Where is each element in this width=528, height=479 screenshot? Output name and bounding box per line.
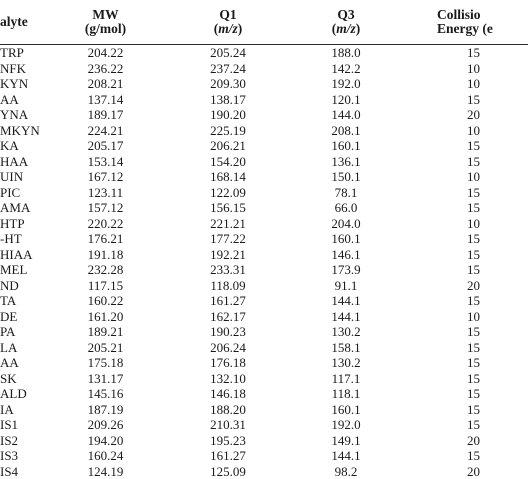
cell-collision-energy: 15	[405, 324, 528, 340]
cell-analyte: IS3	[0, 448, 42, 464]
cell-analyte: AA	[0, 355, 42, 371]
cell-mw: 224.21	[42, 123, 169, 139]
cell-collision-energy: 20	[405, 433, 528, 449]
cell-analyte: ALD	[0, 386, 42, 402]
cell-q3: 117.1	[287, 371, 405, 387]
cell-q3: 158.1	[287, 340, 405, 356]
cell-collision-energy: 10	[405, 61, 528, 77]
cell-q3: 173.9	[287, 262, 405, 278]
cell-collision-energy: 15	[405, 45, 528, 61]
cell-collision-energy: 15	[405, 402, 528, 418]
cell-q1: 118.09	[169, 278, 287, 294]
table-row	[0, 340, 528, 356]
header-q1-unit	[169, 22, 287, 36]
cell-analyte: IS2	[0, 433, 42, 449]
header-q1-unit-open: (	[214, 21, 219, 36]
cell-q3: 192.0	[287, 76, 405, 92]
cell-q3: 98.2	[287, 464, 405, 479]
cell-mw: 194.20	[42, 433, 169, 449]
cell-collision-energy: 15	[405, 448, 528, 464]
cell-mw: 167.12	[42, 169, 169, 185]
cell-collision-energy: 10	[405, 123, 528, 139]
cell-collision-energy: 10	[405, 76, 528, 92]
cell-q1: 190.20	[169, 107, 287, 123]
cell-collision-energy: 15	[405, 185, 528, 201]
table-header	[0, 0, 528, 45]
cell-mw: 205.21	[42, 340, 169, 356]
cell-collision-energy: 10	[405, 216, 528, 232]
header-q1-unit-mz: m/z	[218, 21, 238, 36]
cell-q3: 66.0	[287, 200, 405, 216]
cell-collision-energy: 15	[405, 355, 528, 371]
cell-analyte: AMA	[0, 200, 42, 216]
cell-q3: 160.1	[287, 231, 405, 247]
cell-q3: 144.1	[287, 293, 405, 309]
cell-analyte: IA	[0, 402, 42, 418]
header-ce-unit: Energy (e	[437, 22, 528, 36]
cell-collision-energy: 10	[405, 309, 528, 325]
cell-collision-energy: 20	[405, 464, 528, 479]
cell-q1: 190.23	[169, 324, 287, 340]
cell-mw: 157.12	[42, 200, 169, 216]
cell-q3: 91.1	[287, 278, 405, 294]
table-row	[0, 433, 528, 449]
cell-q3: 142.2	[287, 61, 405, 77]
cell-collision-energy: 15	[405, 92, 528, 108]
table-row	[0, 45, 528, 61]
cell-collision-energy: 15	[405, 386, 528, 402]
cell-analyte: YNA	[0, 107, 42, 123]
cell-q3: 136.1	[287, 154, 405, 170]
table-row	[0, 278, 528, 294]
cell-q1: 161.27	[169, 448, 287, 464]
header-mw-title: MW	[42, 8, 169, 22]
cell-q3: 144.0	[287, 107, 405, 123]
cell-q3: 149.1	[287, 433, 405, 449]
cell-q3: 120.1	[287, 92, 405, 108]
cell-q1: 210.31	[169, 417, 287, 433]
header-mw	[42, 0, 169, 45]
table-row	[0, 247, 528, 263]
table-row	[0, 138, 528, 154]
cell-q1: 209.30	[169, 76, 287, 92]
table-row	[0, 386, 528, 402]
cell-mw: 131.17	[42, 371, 169, 387]
cell-analyte: HTP	[0, 216, 42, 232]
cell-mw: 236.22	[42, 61, 169, 77]
header-ce-title: Collisio	[437, 8, 528, 22]
cell-analyte: IS4	[0, 464, 42, 479]
header-q3-unit-mz: m/z	[336, 21, 356, 36]
cell-q3: 192.0	[287, 417, 405, 433]
cell-q1: 225.19	[169, 123, 287, 139]
cell-q1: 221.21	[169, 216, 287, 232]
cell-collision-energy: 15	[405, 371, 528, 387]
cell-analyte: HIAA	[0, 247, 42, 263]
cell-q1: 206.24	[169, 340, 287, 356]
cell-analyte: DE	[0, 309, 42, 325]
cell-mw: 176.21	[42, 231, 169, 247]
cell-mw: 124.19	[42, 464, 169, 479]
cell-q3: 78.1	[287, 185, 405, 201]
cell-mw: 208.21	[42, 76, 169, 92]
table-row	[0, 216, 528, 232]
cell-analyte: HAA	[0, 154, 42, 170]
cell-analyte: AA	[0, 92, 42, 108]
header-analyte	[0, 0, 42, 45]
cell-q3: 130.2	[287, 355, 405, 371]
table-row	[0, 154, 528, 170]
cell-q1: 132.10	[169, 371, 287, 387]
header-row	[0, 0, 528, 45]
table-row	[0, 293, 528, 309]
cell-q3: 208.1	[287, 123, 405, 139]
cell-mw: 204.22	[42, 45, 169, 61]
cell-q1: 168.14	[169, 169, 287, 185]
table-row	[0, 107, 528, 123]
cell-collision-energy: 15	[405, 231, 528, 247]
cell-collision-energy: 20	[405, 107, 528, 123]
cell-q3: 146.1	[287, 247, 405, 263]
header-q3-unit-close: )	[356, 21, 361, 36]
table-row	[0, 92, 528, 108]
cell-analyte: UIN	[0, 169, 42, 185]
cell-q1: 138.17	[169, 92, 287, 108]
cell-q1: 161.27	[169, 293, 287, 309]
cell-mw: 160.22	[42, 293, 169, 309]
cell-q3: 130.2	[287, 324, 405, 340]
cell-collision-energy: 15	[405, 340, 528, 356]
cell-analyte: MKYN	[0, 123, 42, 139]
table-row	[0, 324, 528, 340]
table-body	[0, 45, 528, 479]
cell-mw: 232.28	[42, 262, 169, 278]
cell-collision-energy: 15	[405, 247, 528, 263]
header-q3-unit-open: (	[332, 21, 337, 36]
cell-mw: 209.26	[42, 417, 169, 433]
table-row	[0, 448, 528, 464]
table-row	[0, 123, 528, 139]
cell-mw: 220.22	[42, 216, 169, 232]
table-row	[0, 417, 528, 433]
header-q3-unit	[287, 22, 405, 36]
cell-mw: 189.21	[42, 324, 169, 340]
cell-analyte: KA	[0, 138, 42, 154]
cell-mw: 160.24	[42, 448, 169, 464]
table-row	[0, 185, 528, 201]
table-row	[0, 355, 528, 371]
cell-analyte: PA	[0, 324, 42, 340]
cell-q3: 188.0	[287, 45, 405, 61]
table-row	[0, 200, 528, 216]
cell-analyte: PIC	[0, 185, 42, 201]
cell-collision-energy: 15	[405, 262, 528, 278]
cell-q1: 125.09	[169, 464, 287, 479]
cell-analyte: TA	[0, 293, 42, 309]
table-row	[0, 169, 528, 185]
cell-q1: 192.21	[169, 247, 287, 263]
cell-q3: 204.0	[287, 216, 405, 232]
table-row	[0, 76, 528, 92]
header-q1	[169, 0, 287, 45]
cell-q3: 160.1	[287, 138, 405, 154]
table-row	[0, 231, 528, 247]
cell-q1: 176.18	[169, 355, 287, 371]
cell-analyte: TRP	[0, 45, 42, 61]
cell-analyte: ND	[0, 278, 42, 294]
cell-mw: 175.18	[42, 355, 169, 371]
table-row	[0, 371, 528, 387]
header-collision-energy	[405, 0, 528, 45]
cell-analyte: SK	[0, 371, 42, 387]
cell-q1: 195.23	[169, 433, 287, 449]
cell-mw: 117.15	[42, 278, 169, 294]
cell-collision-energy: 15	[405, 138, 528, 154]
table-row	[0, 402, 528, 418]
cell-analyte: KYN	[0, 76, 42, 92]
cell-q3: 118.1	[287, 386, 405, 402]
cell-q1: 146.18	[169, 386, 287, 402]
cell-collision-energy: 15	[405, 154, 528, 170]
cell-q1: 177.22	[169, 231, 287, 247]
cell-mw: 191.18	[42, 247, 169, 263]
cell-mw: 161.20	[42, 309, 169, 325]
cell-mw: 205.17	[42, 138, 169, 154]
cell-mw: 153.14	[42, 154, 169, 170]
cell-mw: 145.16	[42, 386, 169, 402]
cell-collision-energy: 15	[405, 417, 528, 433]
cell-q3: 160.1	[287, 402, 405, 418]
table-row	[0, 262, 528, 278]
table-row	[0, 309, 528, 325]
cell-collision-energy: 15	[405, 293, 528, 309]
header-q1-unit-close: )	[238, 21, 243, 36]
cell-analyte: LA	[0, 340, 42, 356]
cell-analyte: NFK	[0, 61, 42, 77]
table-row	[0, 464, 528, 479]
cell-q1: 233.31	[169, 262, 287, 278]
cell-q3: 144.1	[287, 309, 405, 325]
header-q3-title: Q3	[287, 8, 405, 22]
cell-mw: 137.14	[42, 92, 169, 108]
header-analyte-label: alyte	[0, 14, 28, 29]
cell-analyte: MEL	[0, 262, 42, 278]
cell-q1: 237.24	[169, 61, 287, 77]
cell-collision-energy: 10	[405, 169, 528, 185]
cell-collision-energy: 20	[405, 278, 528, 294]
cell-q1: 162.17	[169, 309, 287, 325]
cell-q1: 188.20	[169, 402, 287, 418]
header-q3	[287, 0, 405, 45]
cell-collision-energy: 15	[405, 200, 528, 216]
cell-mw: 187.19	[42, 402, 169, 418]
header-mw-unit: (g/mol)	[42, 22, 169, 36]
cell-q1: 154.20	[169, 154, 287, 170]
header-q1-title: Q1	[169, 8, 287, 22]
table-row	[0, 61, 528, 77]
cell-q1: 156.15	[169, 200, 287, 216]
cell-q1: 205.24	[169, 45, 287, 61]
cell-q3: 144.1	[287, 448, 405, 464]
cell-analyte: -HT	[0, 231, 42, 247]
cell-mw: 123.11	[42, 185, 169, 201]
cell-q1: 206.21	[169, 138, 287, 154]
cell-mw: 189.17	[42, 107, 169, 123]
cell-q3: 150.1	[287, 169, 405, 185]
cell-analyte: IS1	[0, 417, 42, 433]
cell-q1: 122.09	[169, 185, 287, 201]
